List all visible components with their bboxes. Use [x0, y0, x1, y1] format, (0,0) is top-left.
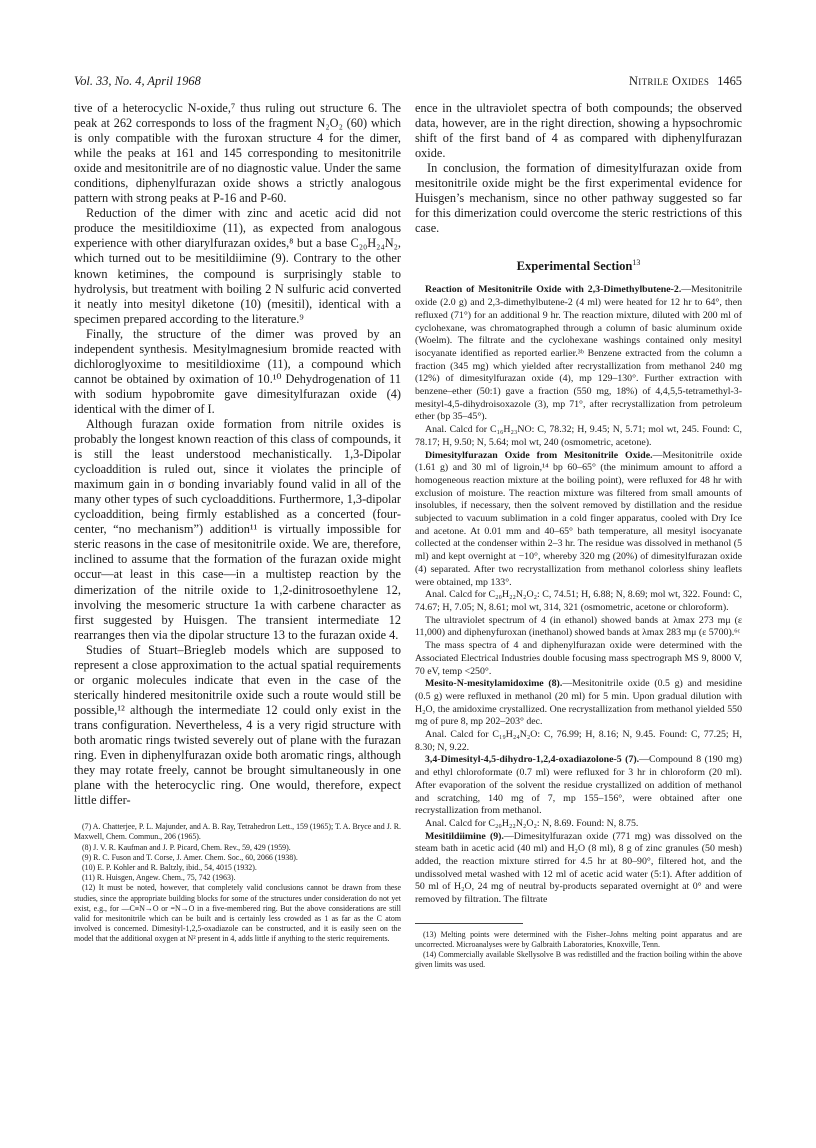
- section-title: Experimental Section: [516, 259, 633, 274]
- journal-page: [629, 72, 742, 90]
- paragraph: Reduction of the dimer with zinc and acetic acid did not produce the mesitildioxime (11), as expected from analogous experience with other diarylfurazan oxides,⁸ but a base C₂₀H₂₄N₂, which turned out to be mesitildiimine (9). Contrary to the other known ketimines, the compound is surprisingly stable to hydrolysis, but treatment with boiling 2 N sulfuric acid converted it neatly into mesityl diketone (10) (mesitil), identical with a specimen prepared according to the literature.⁹: [74, 206, 401, 326]
- section-footnote-ref: 13: [632, 258, 641, 268]
- right-column: [415, 101, 742, 971]
- footnote: (14) Commercially available Skellysolve B was redistilled and the fraction boiling within the above given limits was used.: [415, 950, 742, 970]
- paragraph: ence in the ultraviolet spectra of both compounds; the observed data, however, are in the right direction, showing a hypsochromic shift of the first band of 4 as compared with diphenylfurazan oxide.: [415, 101, 742, 161]
- ms-paragraph: The mass spectra of 4 and diphenylfurazan oxide were determined with the Associated Electrical Industries double focusing mass spectrograph MS 9, 8000 V, 70 eV, temp <250°.: [415, 640, 742, 677]
- footnote: (9) R. C. Fuson and T. Corse, J. Amer. Chem. Soc., 60, 2066 (1938).: [82, 852, 298, 862]
- experiment-body: —Mesitonitrile oxide (0.5 g) and mesidine (0.5 g) were refluxed in methanol (20 ml) for 5 min. Upon gradual dilution with H₂O, the amidoxime crystallized. One recrystallization from methanol yielded 550 mg of pure 8, mp 202–203° dec.: [415, 678, 743, 728]
- analysis-paragraph: Anal. Calcd for C₁₉H₂₄N₂O: C, 76.99; H, 8.16; N, 9.45. Found: C, 77.25; H, 8.30; N, 9.22.: [415, 729, 742, 753]
- experiment-paragraph: [415, 678, 742, 729]
- right-footnotes: [415, 930, 742, 971]
- volume-issue-date: Vol. 33, No. 4, April 1968: [74, 74, 201, 88]
- experiment-title: Dimesitylfurazan Oxide from Mesitonitrile Oxide.: [425, 449, 653, 461]
- paragraph: Studies of Stuart–Briegleb models which are supposed to represent a close approximation to the actual spatial requirements or organic molecules indicate that even in the case of the sterically hindered mesitonitrile oxide such a route would still be possible,¹² although the intermediate 12 could only exist in the trans configuration. Nevertheless, 4 is a very rigid structure with both aromatic rings twisted severely out of plane with the furazan ring. Even in diphenylfurazan oxide both aromatic rings, although they may rotate freely, cannot be brought simultaneously in one plane with the heterocyclic ring. One would, therefore, expect little differ-: [74, 642, 401, 808]
- experiment-title: Mesitildiimine (9).: [425, 830, 504, 842]
- experiment-body: —Compound 8 (190 mg) and ethyl chloroformate (0.7 ml) were refluxed for 3 hr in chloroform (20 ml). After evaporation of the solvent the residue crystallized on addition of methanol and scratching, 140 mg of 7, mp 155–156°, were obtained after one recrystallization from methanol.: [415, 754, 742, 817]
- paragraph: In conclusion, the formation of dimesitylfurazan oxide from mesitonitrile oxide might be the first experimental evidence for Huisgen’s mechanism, since no other pathway suggested so far for this dimerization could overcome the steric restrictions of this case.: [415, 161, 742, 236]
- footnote: (10) E. P. Kohler and R. Baltzly, ibid., 54, 4015 (1932).: [82, 863, 257, 873]
- running-header: [74, 72, 742, 90]
- experiment-body: —Mesitonitrile oxide (1.61 g) and 30 ml of ligroin,¹⁴ bp 60–65° (the minimum amount to afford a homogeneous reaction mixture at the boiling point), were refluxed for 48 hr with exclusion of moisture. The reaction mixture was filtered from small amounts of insolubles, if necessary, then the solvent removed by distillation and the residue subjected to vacuum sublimation in a cold finger apparatus, cooled with Dry Ice and acetone. At 0.01 mm and 40–65° bath temperature, all mesityl isocyanate collected at the condenser within 2–3 hr. The residue was dissolved in methanol (5 ml) and kept overnight at −10°, whereby 320 mg (20%) of dimesitylfurazan oxide (4) separated. After two recrystallization from methanol colorless shiny leaflets were obtained, mp 133°.: [415, 449, 743, 588]
- right-body: [415, 101, 742, 236]
- footnote: (12) It must be noted, however, that completely valid conclusions cannot be drawn from these studies, since the appropriate building blocks for some of the structures under consideration do not yet exist, e.g., for —C≡N→O or =N→O in a five-membered ring. But the above considerations are still valid for mesitonitrile which can be built and is certainly less crowded as 1 as far as the C atom involved is concerned. Dimesityl-1,2,5-oxadiazole can be constructed, and it is easily seen on the model that the additional oxygen at N² present in 4, adds little if anything to the steric requirements.: [74, 883, 401, 944]
- experiment-paragraph: [415, 754, 742, 818]
- left-column: [74, 101, 401, 945]
- experiment-body: —Mesitonitrile oxide (2.0 g) and 2,3-dimethylbutene-2 (4 ml) were heated for 12 hr to 64°, then refluxed (71°) for an additional 9 hr. The reaction mixture, diluted with 200 ml of cyclohexane, was chromatographed through a column of basic aluminum oxide (Woelm). The filtrate and the cyclohexane washings contained only mesityl isocyanate identified as reported earlier.³ᵇ Benzene extracted from the column a fraction (345 mg) which yielded after recrystallization from methanol 240 mg (12%) of dimesitylfurazan oxide (4), mp 129–130°. Further extraction with benzene–ether (50:1) gave a fraction (550 mg, 18%) of 4,4,5,5-tetramethyl-3-mesityl-4,5-dihydroisoxazole (3), mp 71°, after recrystallization from petroleum ether (bp 35–45°).: [415, 284, 742, 423]
- experiment-body: —Dimesitylfurazan oxide (771 mg) was dissolved on the steam bath in acetic acid (40 ml) and H₂O (8 ml), 8 g of zinc granules (50 mesh) added, the reaction mixture stirred for 4.5 hr at 80–90°, filtered hot, and the undissolved metal washed with 12 ml of acetic acid water (5:1). After addition of 50 ml of H₂O, 24 mg of neutral by-products separated overnight at 0° and were removed by filtration. The filtrate: [415, 830, 742, 906]
- footnote: (7) A. Chatterjee, P. L. Majunder, and A. B. Ray, Tetrahedron Lett., 159 (1965); T. A. Bryce and J. R. Maxwell, Chem. Commun., 206 (1965).: [74, 822, 401, 842]
- running-title: Nitrile Oxides: [629, 74, 710, 88]
- experiment-paragraph: [415, 831, 742, 907]
- experiment-title: Mesito-N-mesitylamidoxime (8).: [425, 678, 563, 690]
- experiment-paragraph: [415, 284, 742, 424]
- paragraph: Although furazan oxide formation from nitrile oxides is probably the longest known reaction of this class of compounds, it is still the least understood mechanistically. 1,3-Dipolar cycloaddition is ruled out, since it violates the principle of maximum gain in σ bonding invariably found valid in all of the many other types of such cycloadditions. Furthermore, 1,3-dipolar cycloaddition, being firmly established as a concerted (four-center, “no mechanism”) addition¹¹ is virtually impossible for steric reasons in the case of mesitonitrile oxide. We are, therefore, inclined to assume that the formation of the furazan oxide might occur—at least in this case—in a multistep reaction by the dimerization of the nitrile oxide to 1,2-dinitrosoethylene 12, involving the mesomeric structure 1a with carbene character as first suggested by Huisgen. The transient intermediate 12 rearranges then via the dipolar structure 13 to the furazan oxide 4.: [74, 416, 401, 642]
- left-footnotes: [74, 822, 401, 944]
- analysis-paragraph: Anal. Calcd for C₂₀H₂₂N₂O₂: C, 74.51; H, 6.88; N, 8.69; mol wt, 322. Found: C, 74.67; H, 7.05; N, 8.61; mol wt, 314, 321 (osmometric, acetone or chloroform).: [415, 589, 742, 613]
- experiment-title: Reaction of Mesitonitrile Oxide with 2,3-Dimethylbutene-2.: [425, 284, 682, 296]
- footnote: (11) R. Huisgen, Angew. Chem., 75, 742 (1963).: [82, 873, 236, 883]
- footnote: (8) J. V. R. Kaufman and J. P. Picard, Chem. Rev., 59, 429 (1959).: [82, 842, 291, 852]
- footnote-rule: [415, 923, 523, 924]
- section-heading: [415, 259, 742, 274]
- experiment-paragraph: [415, 450, 742, 590]
- uv-paragraph: The ultraviolet spectrum of 4 (in ethanol) showed bands at λmax 273 mμ (ε 11,000) and diphenyfuroxan (inethanol) showed bands at λmax 283 mμ (ε 5700).⁶ᶜ: [415, 614, 742, 639]
- analysis-paragraph: Anal. Calcd for C₁₆H₂₃NO: C, 78.32; H, 9.45; N, 5.71; mol wt, 245. Found: C, 78.17; H, 9.50; N, 5.64; mol wt, 240 (osmometric, acetone).: [415, 424, 742, 448]
- experiment-title: 3,4-Dimesityl-4,5-dihydro-1,2,4-oxadiazolone-5 (7).: [425, 754, 640, 766]
- footnote: (13) Melting points were determined with the Fisher–Johns melting point apparatus and are uncorrected. Microanalyses were by Galbraith Laboratories, Knoxville, Tenn.: [415, 929, 742, 950]
- left-body: [74, 101, 401, 808]
- experimental-text: [415, 284, 742, 906]
- paragraph: Finally, the structure of the dimer was proved by an independent synthesis. Mesitylmagnesium bromide reacted with dichloroglyoxime to mesitildioxime (11), a compound which cannot be obtained by oximation of 10.¹⁰ Dehydrogenation of 11 with sodium hypobromite gave dimesitylfurazan oxide (4) identical with the dimer of I.: [74, 326, 401, 416]
- analysis-paragraph: Anal. Calcd for C₂₀H₂₂N₂O₂: N, 8.69. Found: N, 8.75.: [425, 817, 639, 829]
- page-number: 1465: [717, 74, 742, 88]
- paragraph: tive of a heterocyclic N-oxide,⁷ thus ruling out structure 6. The peak at 262 corresponds to loss of the fragment N₂O₂ (60) which is only compatible with the furoxan structure 4 for the dimer, while the peaks at 161 and 145 corresponding to mesitonitrile oxide and mesitonitrile are of no diagnostic value. Under the same conditions, diphenylfurazan oxide shows a strictly analogous pattern with strong peaks at P-16 and P-60.: [74, 101, 401, 206]
